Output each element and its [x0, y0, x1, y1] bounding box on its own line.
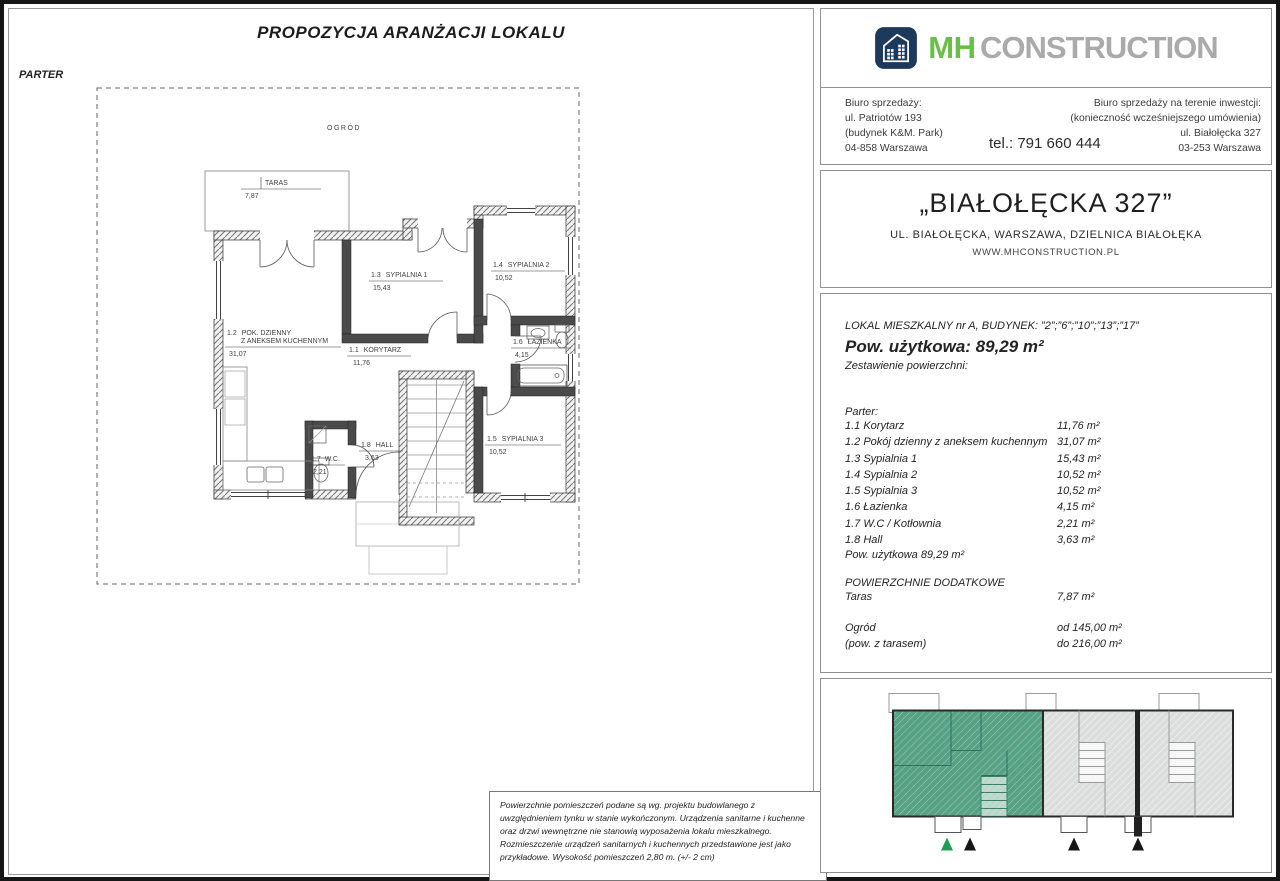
sales-office-right [1070, 97, 1261, 157]
contact-box [820, 87, 1272, 165]
garden-boundary [97, 88, 579, 584]
room-row-label: 1.7 W.C / Kotłownia [845, 517, 942, 530]
garden-row [845, 620, 1271, 652]
project-website: WWW.MHCONSTRUCTION.PL [972, 247, 1120, 258]
mini-units-gray [1043, 711, 1233, 817]
project-title: „BIAŁOŁĘCKA 327” [919, 188, 1173, 218]
mini-entrance-markers [941, 838, 1144, 851]
terrace-area: 7,87 [245, 193, 259, 200]
svg-text:10,52: 10,52 [495, 275, 513, 282]
site-plan-box [820, 678, 1272, 873]
room-label-sypialnia2 [491, 262, 565, 282]
svg-text:1.6ŁAZIENKA: 1.6 ŁAZIENKA [513, 339, 562, 346]
room-row-label: 1.2 Pokój dzienny z aneksem kuchennym [845, 436, 1048, 449]
room-label-sypialnia3 [485, 436, 561, 456]
office-right-line: (konieczność wcześniejszego umówienia) [1070, 112, 1261, 124]
black-entrance-marker [964, 838, 976, 851]
svg-text:Z ANEKSEM KUCHENNYM: Z ANEKSEM KUCHENNYM [241, 338, 329, 345]
usable-area-line: Pow. użytkowa: 89,29 m² [845, 337, 1044, 356]
kitchen-fixtures [223, 367, 319, 490]
project-address: UL. BIAŁOŁĘCKA, WARSZAWA, DZIELNICA BIAŁOŁĘKA [890, 229, 1202, 241]
room-row-value: 4,15 m² [1057, 501, 1095, 514]
svg-text:1.8HALL: 1.8 HALL [361, 442, 394, 449]
floor-heading: Parter: [845, 406, 879, 418]
room-row-label: 1.1 Korytarz [845, 420, 905, 432]
office-right-line: ul. Białołęcka 327 [1180, 127, 1261, 139]
terrace-row-value: 7,87 m² [1057, 591, 1095, 604]
plan-title: PROPOZYCJA ARANŻACJI LOKALU [257, 23, 565, 42]
office-right-line: 03-253 Warszawa [1178, 142, 1261, 154]
office-left-line: 04-858 Warszawa [845, 142, 928, 154]
svg-text:11,76: 11,76 [353, 360, 370, 367]
staircase [407, 379, 466, 513]
brand-wordmark [928, 30, 1217, 66]
room-row-value: 31,07 m² [1057, 436, 1101, 449]
disclaimer-box: Powierzchnie pomieszczeń podane są wg. projektu budowlanego z uwzględnieniem tynku w stanie wykończonym. Urządzenia sanitarne i kuchenne oraz drzwi wewnętrzne nie stanowią wyposażenia lokalu mieszkalnego. Rozmieszczenie urządzeń sanitarnych i kuchennych przedstawione jest jako przykładowe. Wysokość pomieszczeń 2,80 m. (+/- 2 cm) [489, 791, 827, 881]
room-label-sypialnia1 [369, 272, 443, 292]
floor-plan-drawing [9, 9, 813, 874]
svg-text:1.7W.C.: 1.7 W.C. [311, 456, 340, 463]
additional-areas-heading: POWIERZCHNIE DODATKOWE [845, 577, 1005, 590]
brand-construction: CONSTRUCTION [979, 30, 1218, 65]
svg-text:1.5SYPIALNIA 3: 1.5 SYPIALNIA 3 [487, 436, 544, 443]
room-row-label: 1.3 Sypialnia 1 [845, 452, 918, 465]
office-left-line: (budynek K&M. Park) [845, 127, 943, 139]
svg-text:1.3SYPIALNIA 1: 1.3 SYPIALNIA 1 [371, 272, 428, 279]
garden-label-line2: (pow. z tarasem) [845, 637, 927, 650]
floor-plan-panel [8, 8, 814, 875]
svg-text:1.2POK. DZIENNY: 1.2 POK. DZIENNY [227, 330, 292, 337]
room-row-value: 3,63 m² [1057, 534, 1095, 547]
floor-label: PARTER [19, 69, 64, 81]
terrace-row-label: Taras [845, 591, 873, 604]
room-label-korytarz [347, 347, 411, 367]
total-area-line: Pow. użytkowa 89,29 m² [845, 549, 965, 562]
garden-row-values [1057, 620, 1271, 652]
building-mini-plan [821, 679, 1271, 872]
project-title-box [820, 170, 1272, 288]
list-heading: Zestawienie powierzchni: [845, 360, 968, 372]
logo-box [820, 8, 1272, 88]
mh-logo-icon [874, 26, 918, 70]
sales-office-left [845, 97, 943, 157]
phone-number: tel.: 791 660 444 [989, 135, 1101, 153]
garden-label-line: Ogród [845, 621, 876, 634]
svg-text:1.4SYPIALNIA 2: 1.4 SYPIALNIA 2 [493, 262, 550, 269]
interior-walls [305, 219, 575, 498]
room-row-label: 1.4 Sypialnia 2 [845, 468, 918, 481]
terrace-label: TARAS [265, 180, 288, 187]
entrance-porch [356, 502, 459, 574]
info-panel [820, 8, 1272, 873]
terrace [205, 171, 349, 231]
black-entrance-marker [1132, 838, 1144, 851]
svg-text:3,63: 3,63 [365, 455, 379, 462]
garden-value-to: do 216,00 m² [1057, 637, 1122, 650]
black-entrance-marker [1068, 838, 1080, 851]
office-left-line: Biuro sprzedaży: [845, 98, 922, 109]
room-label-living [225, 330, 341, 358]
room-row-label: 1.6 Łazienka [845, 501, 908, 514]
room-row-value: 11,76 m² [1057, 420, 1100, 432]
garden-label: OGRÓD [327, 125, 361, 132]
room-row-value: 10,52 m² [1057, 485, 1101, 498]
outer-walls [214, 206, 575, 525]
room-row-label: 1.5 Sypialnia 3 [845, 485, 918, 498]
room-area-table [845, 418, 1271, 548]
svg-text:15,43: 15,43 [373, 285, 391, 292]
room-label-lazienka [511, 339, 571, 359]
green-entrance-marker [941, 838, 953, 851]
garden-value-from: od 145,00 m² [1057, 621, 1122, 634]
room-row-label: 1.8 Hall [845, 534, 883, 547]
terrace-row [845, 589, 1271, 605]
room-row-value: 15,43 m² [1057, 452, 1101, 465]
svg-text:4,15: 4,15 [515, 352, 529, 359]
brand-mh: MH [928, 30, 976, 65]
svg-text:10,52: 10,52 [489, 449, 507, 456]
room-row-value: 2,21 m² [1057, 517, 1095, 530]
area-details-box [820, 293, 1272, 673]
svg-text:31,07: 31,07 [229, 351, 247, 358]
room-row-value: 10,52 m² [1057, 468, 1101, 481]
room-label-wc [309, 456, 345, 476]
office-right-line: Biuro sprzedaży na terenie inwestcji: [1093, 98, 1261, 109]
mini-unit-highlighted [893, 711, 1043, 817]
unit-line: LOKAL MIESZKALNY nr A, BUDYNEK: ”2”;”6”;”10”;”13”;”17” [845, 320, 1139, 332]
office-left-line: ul. Patriotów 193 [845, 112, 922, 124]
svg-text:1.1KORYTARZ: 1.1 KORYTARZ [349, 347, 402, 354]
svg-text:2,21: 2,21 [313, 469, 327, 476]
mini-entrances [935, 817, 1151, 837]
garden-row-label [845, 620, 1057, 652]
